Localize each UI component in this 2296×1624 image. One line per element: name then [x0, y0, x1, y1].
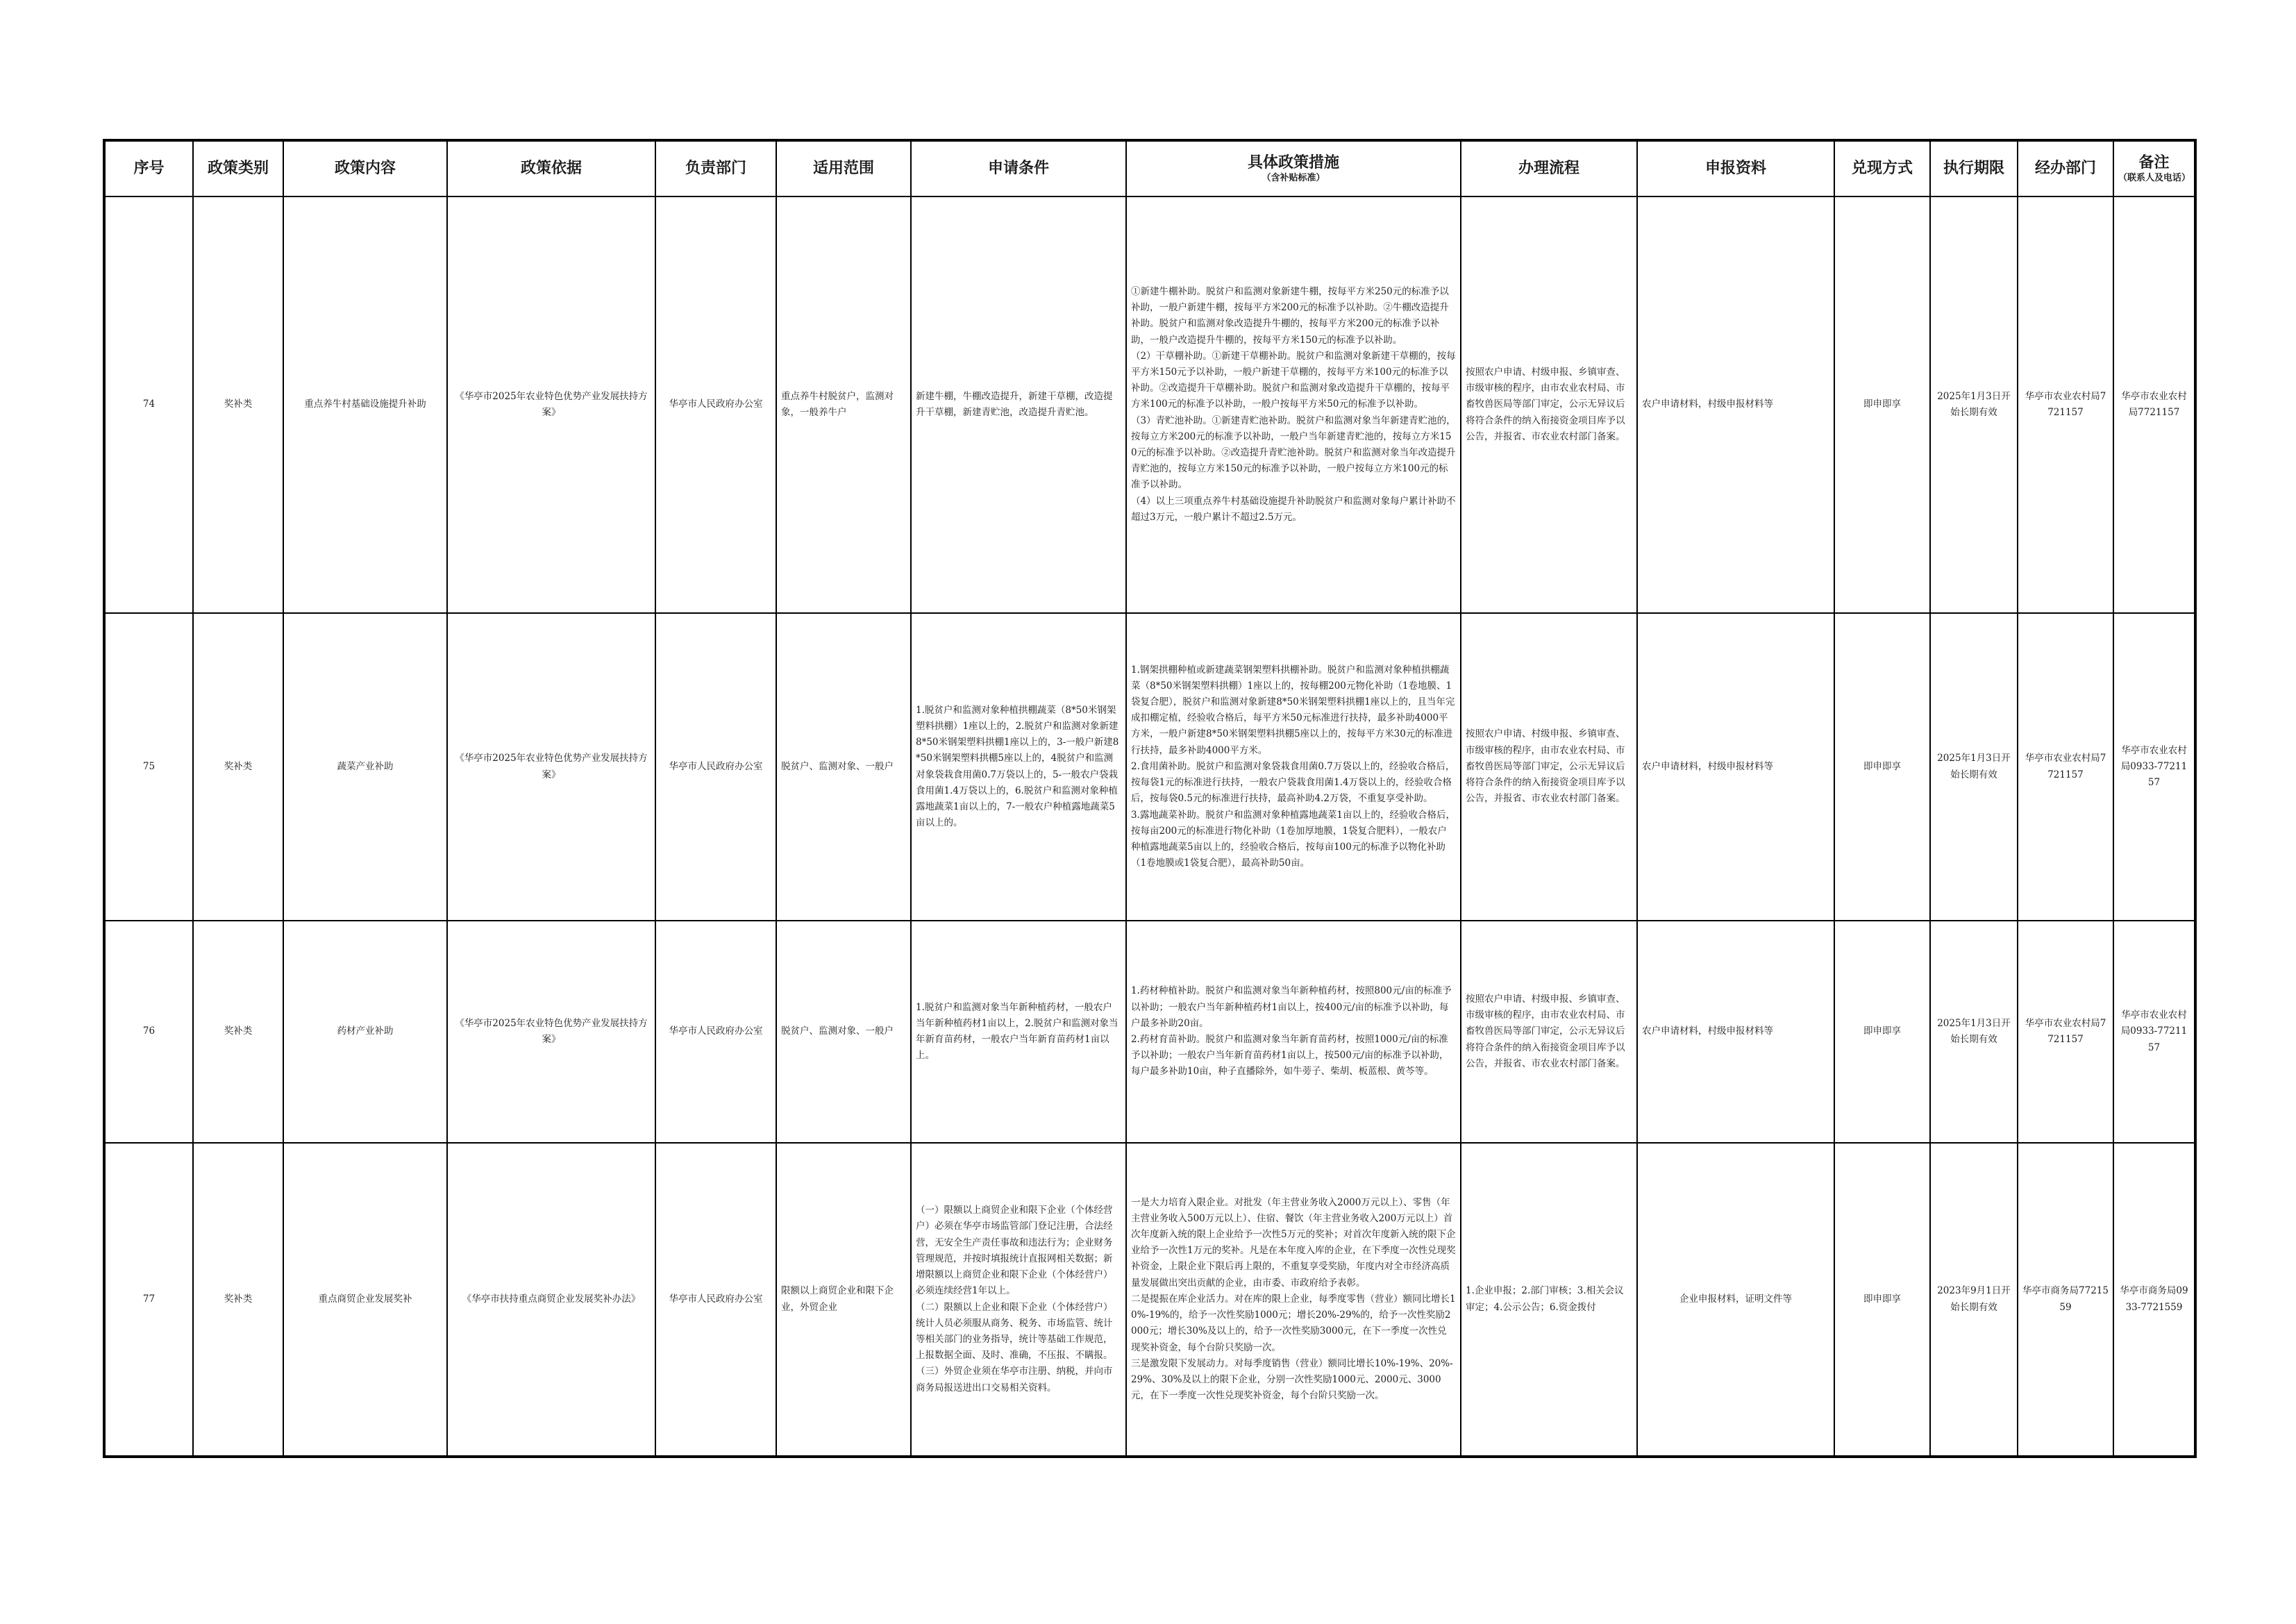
cell-remarks: 华亭市农业农村局7721157	[2113, 196, 2195, 613]
header-remarks	[2113, 140, 2195, 196]
cell-content: 重点商贸企业发展奖补	[283, 1143, 447, 1457]
header-method: 兑现方式	[1834, 140, 1930, 196]
header-basis: 政策依据	[447, 140, 655, 196]
cell-scope: 脱贫户、监测对象、一般户	[776, 921, 911, 1143]
cell-remarks: 华亭市农业农村局0933-7721157	[2113, 921, 2195, 1143]
cell-dept: 华亭市人民政府办公室	[655, 921, 776, 1143]
cell-materials: 农户申请材料，村级申报材料等	[1637, 613, 1834, 921]
cell-period: 2023年9月1日开始长期有效	[1930, 1143, 2018, 1457]
cell-dept: 华亭市人民政府办公室	[655, 613, 776, 921]
header-remarks-title: 备注	[2138, 154, 2170, 172]
cell-scope: 限额以上商贸企业和限下企业，外贸企业	[776, 1143, 911, 1457]
cell-materials: 农户申请材料，村级申报材料等	[1637, 921, 1834, 1143]
table-row	[104, 921, 2195, 1143]
cell-remarks: 华亭市农业农村局0933-7721157	[2113, 613, 2195, 921]
cell-measures: 1.钢架拱棚种植或新建蔬菜钢架塑料拱棚补助。脱贫户和监测对象种植拱棚蔬菜（8*50米钢架塑料拱棚）1座以上的，按每棚200元物化补助（1卷地膜、1袋复合肥），脱贫户和监测对象新建8*50米钢架塑料拱棚1座以上的，且当年完成扣棚定植，经验收合格后，每平方米50元标准进行扶持，最多补助4000平方米，一般户新建8*50米钢架塑料拱棚5座以上的，按每平方米30元的标准进行扶持，最多补助4000平方米。 2.食用菌补助。脱贫户和监测对象袋栽食用菌0.7万袋以上的，经验收合格后，按每袋1元的标准进行扶持，一般农户袋栽食用菌1.4万袋以上的，经验收合格后，按每袋0.5元的标准进行扶持，最高补助4.2万袋，不重复享受补助。 3.露地蔬菜补助。脱贫户和监测对象种植露地蔬菜1亩以上的，经验收合格后，按每亩200元的标准进行物化补助（1卷加厚地膜，1袋复合肥料），一般农户种植露地蔬菜5亩以上的，经验收合格后，按每亩100元的标准予以物化补助（1卷地膜或1袋复合肥），最高补助50亩。	[1126, 613, 1461, 921]
cell-method: 即申即享	[1834, 921, 1930, 1143]
header-dept: 负责部门	[655, 140, 776, 196]
header-conditions: 申请条件	[911, 140, 1126, 196]
cell-conditions: 1.脱贫户和监测对象当年新种植药材，一般农户当年新种植药材1亩以上，2.脱贫户和监测对象当年新育苗药材，一般农户当年新育苗药材1亩以上。	[911, 921, 1126, 1143]
cell-period: 2025年1月3日开始长期有效	[1930, 613, 2018, 921]
cell-conditions: 新建牛棚，牛棚改造提升，新建干草棚，改造提升干草棚，新建青贮池，改造提升青贮池。	[911, 196, 1126, 613]
cell-content: 药材产业补助	[283, 921, 447, 1143]
header-content: 政策内容	[283, 140, 447, 196]
cell-process: 按照农户申请、村级申报、乡镇审查、市级审核的程序，由市农业农村局、市畜牧兽医局等部门审定，公示无异议后将符合条件的纳入衔接资金项目库予以公告，并报省、市农业农村部门备案。	[1461, 921, 1637, 1143]
header-category: 政策类别	[193, 140, 283, 196]
cell-conditions: 1.脱贫户和监测对象种植拱棚蔬菜（8*50米钢架塑料拱棚）1座以上的，2.脱贫户和监测对象新建8*50米钢架塑料拱棚1座以上的，3-一般户新建8*50米钢架塑料拱棚5座以上的，4脱贫户和监测对象袋栽食用菌0.7万袋以上的，5-一般农户袋栽食用菌1.4万袋以上的，6.脱贫户和监测对象种植露地蔬菜1亩以上的，7-一般农户种植露地蔬菜5亩以上的。	[911, 613, 1126, 921]
cell-basis: 《华亭市扶持重点商贸企业发展奖补办法》	[447, 1143, 655, 1457]
cell-category: 奖补类	[193, 196, 283, 613]
cell-agency: 华亭市农业农村局7721157	[2018, 196, 2113, 613]
cell-dept: 华亭市人民政府办公室	[655, 1143, 776, 1457]
cell-seq: 76	[104, 921, 193, 1143]
cell-materials: 企业申报材料，证明文件等	[1637, 1143, 1834, 1457]
cell-seq: 75	[104, 613, 193, 921]
cell-process: 按照农户申请、村级申报、乡镇审查、市级审核的程序，由市农业农村局、市畜牧兽医局等部门审定，公示无异议后将符合条件的纳入衔接资金项目库予以公告，并报省、市农业农村部门备案。	[1461, 196, 1637, 613]
cell-remarks: 华亭市商务局0933-7721559	[2113, 1143, 2195, 1457]
cell-seq: 77	[104, 1143, 193, 1457]
cell-measures: 1.药材种植补助。脱贫户和监测对象当年新种植药材，按照800元/亩的标准予以补助；一般农户当年新种植药材1亩以上，按400元/亩的标准予以补助，每户最多补助20亩。 2.药材育苗补助。脱贫户和监测对象当年新育苗药材，按照1000元/亩的标准予以补助；一般农户当年新育苗药材1亩以上，按500元/亩的标准予以补助，每户最多补助10亩，种子直播除外，如牛蒡子、柴胡、板蓝根、黄芩等。	[1126, 921, 1461, 1143]
cell-method: 即申即享	[1834, 196, 1930, 613]
cell-agency: 华亭市商务局7721559	[2018, 1143, 2113, 1457]
cell-dept: 华亭市人民政府办公室	[655, 196, 776, 613]
header-period: 执行期限	[1930, 140, 2018, 196]
cell-period: 2025年1月3日开始长期有效	[1930, 196, 2018, 613]
header-materials: 申报资料	[1637, 140, 1834, 196]
policy-table	[103, 139, 2197, 1458]
header-measures	[1126, 140, 1461, 196]
header-row	[104, 140, 2195, 196]
cell-conditions: （一）限额以上商贸企业和限下企业（个体经营户）必须在华亭市场监管部门登记注册，合法经营，无安全生产责任事故和违法行为；企业财务管理规范，并按时填报统计直报网相关数据；新增限额以上商贸企业和限下企业（个体经营户）必须连续经营1年以上。 （二）限额以上企业和限下企业（个体经营户）统计人员必须服从商务、税务、市场监管、统计等相关部门的业务指导，统计等基础工作规范，上报数据全面、及时、准确，不压报、不瞒报。 （三）外贸企业须在华亭市注册、纳税，并向市商务局报送进出口交易相关资料。	[911, 1143, 1126, 1457]
header-scope: 适用范围	[776, 140, 911, 196]
cell-process: 1.企业申报；2.部门审核；3.相关会议审定；4.公示公告；6.资金拨付	[1461, 1143, 1637, 1457]
cell-period: 2025年1月3日开始长期有效	[1930, 921, 2018, 1143]
header-seq: 序号	[104, 140, 193, 196]
cell-measures: 一是大力培育入限企业。对批发（年主营业务收入2000万元以上）、零售（年主营业务收入500万元以上）、住宿、餐饮（年主营业务收入200万元以上）首次年度新入统的限上企业给予一次性5万元的奖补；对首次年度新入统的限下企业给予一次性1万元的奖补。凡是在本年度入库的企业，在下季度一次性兑现奖补资金，上限企业下限后再上限的，不重复享受奖励，年度内对全市经济高质量发展做出突出贡献的企业，由市委、市政府给予表彰。 二是提振在库企业活力。对在库的限上企业，每季度零售（营业）额同比增长10%-19%的，给予一次性奖励1000元；增长20%-29%的，给予一次性奖励2000元；增长30%及以上的，给予一次性奖励3000元，在下一季度一次性兑现奖补资金，每个台阶只奖励一次。 三是激发限下发展动力。对每季度销售（营业）额同比增长10%-19%、20%-29%、30%及以上的限下企业，分别一次性奖励1000元、2000元、3000元，在下一季度一次性兑现奖补资金，每个台阶只奖励一次。	[1126, 1143, 1461, 1457]
header-process: 办理流程	[1461, 140, 1637, 196]
cell-basis: 《华亭市2025年农业特色优势产业发展扶持方案》	[447, 613, 655, 921]
header-measures-title: 具体政策措施	[1247, 154, 1339, 172]
table-row	[104, 1143, 2195, 1457]
cell-scope: 重点养牛村脱贫户，监测对象，一般养牛户	[776, 196, 911, 613]
cell-category: 奖补类	[193, 921, 283, 1143]
cell-process: 按照农户申请、村级申报、乡镇审查、市级审核的程序，由市农业农村局、市畜牧兽医局等部门审定，公示无异议后将符合条件的纳入衔接资金项目库予以公告，并报省、市农业农村部门备案。	[1461, 613, 1637, 921]
cell-measures: ①新建牛棚补助。脱贫户和监测对象新建牛棚，按每平方米250元的标准予以补助，一般户新建牛棚，按每平方米200元的标准予以补助。②牛棚改造提升补助。脱贫户和监测对象改造提升牛棚的，按每平方米200元的标准予以补助，一般户改造提升牛棚的，按每平方米150元的标准予以补助。 （2）干草棚补助。①新建干草棚补助。脱贫户和监测对象新建干草棚的，按每平方米150元予以补助，一般户新建干草棚的，按每平方米100元的标准予以补助。②改造提升干草棚补助。脱贫户和监测对象改造提升干草棚的，按每平方米100元的标准予以补助，一般户按每平方米50元的标准予以补助。 （3）青贮池补助。①新建青贮池补助。脱贫户和监测对象当年新建青贮池的，按每立方米200元的标准予以补助，一般户当年新建青贮池的，按每立方米150元的标准予以补助。②改造提升青贮池补助。脱贫户和监测对象当年改造提升青贮池的，按每立方米150元的标准予以补助，一般户按每立方米100元的标准予以补助。 （4）以上三项重点养牛村基础设施提升补助脱贫户和监测对象每户累计补助不超过3万元，一般户累计不超过2.5万元。	[1126, 196, 1461, 613]
header-agency: 经办部门	[2018, 140, 2113, 196]
cell-materials: 农户申请材料，村级申报材料等	[1637, 196, 1834, 613]
table-row	[104, 613, 2195, 921]
cell-category: 奖补类	[193, 1143, 283, 1457]
cell-seq: 74	[104, 196, 193, 613]
cell-basis: 《华亭市2025年农业特色优势产业发展扶持方案》	[447, 196, 655, 613]
policy-sheet	[103, 139, 2191, 1458]
cell-basis: 《华亭市2025年农业特色优势产业发展扶持方案》	[447, 921, 655, 1143]
cell-method: 即申即享	[1834, 613, 1930, 921]
cell-agency: 华亭市农业农村局7721157	[2018, 613, 2113, 921]
cell-agency: 华亭市农业农村局7721157	[2018, 921, 2113, 1143]
cell-method: 即申即享	[1834, 1143, 1930, 1457]
header-measures-sub: （含补贴标准）	[1262, 172, 1325, 183]
cell-content: 蔬菜产业补助	[283, 613, 447, 921]
cell-scope: 脱贫户、监测对象、一般户	[776, 613, 911, 921]
cell-category: 奖补类	[193, 613, 283, 921]
table-row	[104, 196, 2195, 613]
cell-content: 重点养牛村基础设施提升补助	[283, 196, 447, 613]
header-remarks-sub: （联系人及电话）	[2118, 172, 2191, 183]
